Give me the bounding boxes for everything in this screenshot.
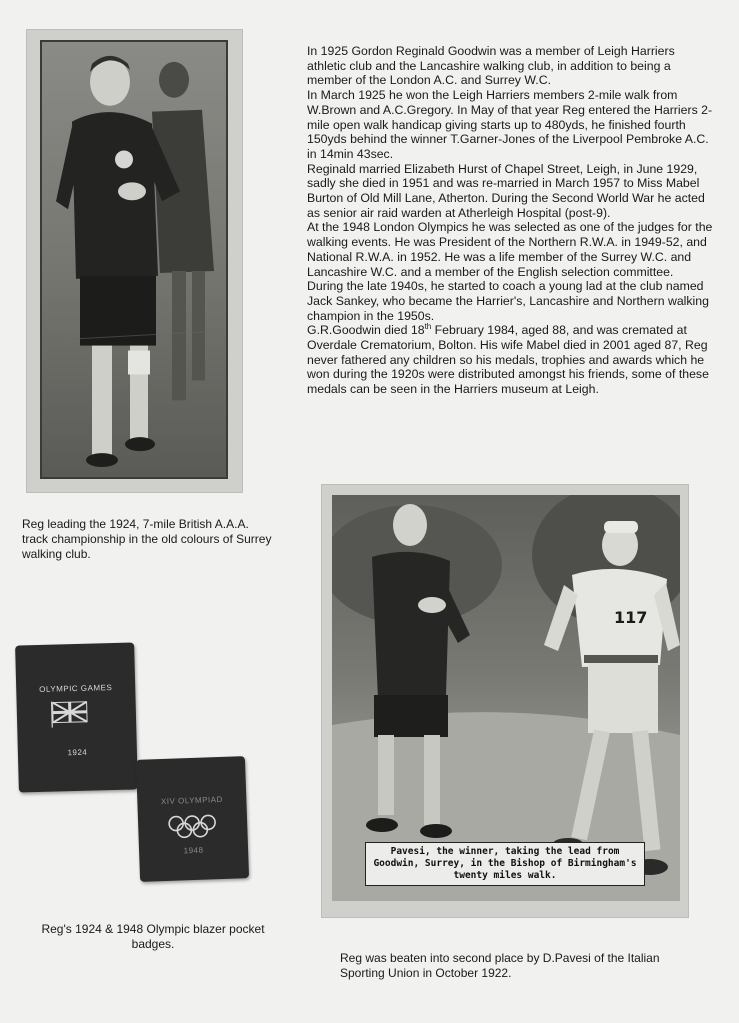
badge-1924-olympic xyxy=(15,642,138,792)
article-paragraph: In 1925 Gordon Reginald Goodwin was a member of Leigh Harriers athletic club and the Lancashire walking club, in addition to being a member of the London A.C. and Surrey W.C. xyxy=(307,44,675,88)
badge-1948-year: 1948 xyxy=(183,845,204,856)
ordinal-suffix: th xyxy=(424,322,432,332)
article-body xyxy=(307,44,717,397)
final-text-end: February 1984, aged 88, and was cremated at Overdale Crematorium, Bolton. His wife Mabel died in 2001 aged 87, Reg never fathered any children so his medals, trophies and awards which he won during the 1920s were distributed amongst his friends, some of these medals can be seen in the Harriers museum at Leigh. xyxy=(307,323,709,397)
badge-1924-title: OLYMPIC GAMES xyxy=(39,683,113,694)
badge-1948-title: XIV OLYMPIAD xyxy=(160,794,223,807)
union-jack-flag-icon xyxy=(50,699,91,728)
article-paragraph: At the 1948 London Olympics he was selected as one of the judges for the walking events. He was President of the Northern R.W.A. in 1949-52, and National R.W.A. in 1952. He was a life member of the Surrey W.C. and Lancashire W.C. and a member of the English selection committee. xyxy=(307,220,713,279)
race-photo-graphic xyxy=(332,495,680,901)
article-paragraph: During the late 1940s, he started to coach a young lad at the club named Jack Sankey, who became the Harrier's, Lancashire and Northern walking champion in the 1950s. xyxy=(307,279,709,323)
badge-1948-olympic xyxy=(136,756,249,882)
olympic-rings-icon xyxy=(167,813,218,839)
bib-number-text: 117 xyxy=(614,608,648,627)
photo-image xyxy=(332,495,680,901)
badge-1924-year: 1924 xyxy=(67,747,88,758)
caption-badges: Reg's 1924 & 1948 Olympic blazer pocket badges. xyxy=(41,922,265,951)
article-paragraph-final xyxy=(307,323,717,397)
final-text-start: G.R.Goodwin died 18 xyxy=(307,323,425,338)
caption-right-photo: Reg was beaten into second place by D.Pavesi of the Italian Sporting Union in October 1922. xyxy=(340,951,660,980)
photo-reg-leading-1924 xyxy=(27,30,242,492)
newspaper-caption: Pavesi, the winner, taking the lead from Goodwin, Surrey, in the Bishop of Birmingham's twenty miles walk. xyxy=(365,842,645,886)
article-paragraph: Reginald married Elizabeth Hurst of Chapel Street, Leigh, in June 1929, sadly she died in 1951 and was re-married in March 1957 to Miss Mabel Burton of Old Mill Lane, Atherton. During the Second World War he acted as senior air raid warden at Atherleigh Hospital (post-9). xyxy=(307,161,705,220)
article-paragraph: In March 1925 he won the Leigh Harriers members 2-mile walk from W.Brown and A.C.Gregory. In May of that year Reg entered the Harriers 2-mile open walk handicap giving starts up to 480yds, he finished fourth 150yds behind the winner T.Garner-Jones of the Liverpool Pembroke A.C. in 14min 43sec. xyxy=(307,88,713,161)
walker-photo-graphic xyxy=(42,42,226,477)
photo-image xyxy=(40,40,228,479)
caption-top-photo: Reg leading the 1924, 7-mile British A.A.A. track championship in the old colours of Surrey walking club. xyxy=(22,517,272,561)
